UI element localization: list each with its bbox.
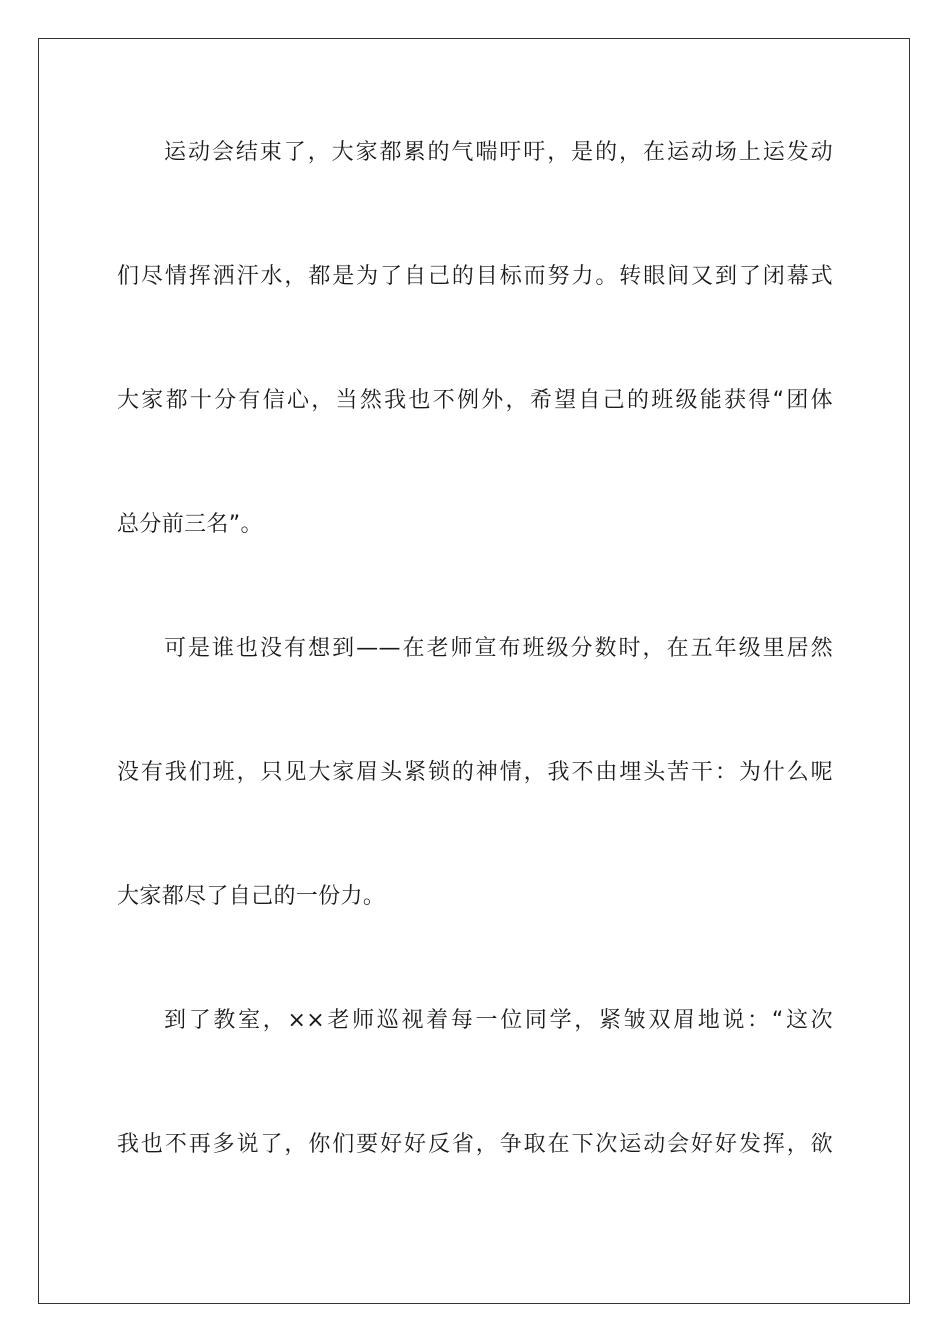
- text-line: 总分前三名”。: [117, 512, 263, 537]
- text-line: 到了教室，××老师巡视着每一位同学，紧皱双眉地说：“这次: [164, 1008, 833, 1033]
- text-line: 没有我们班，只见大家眉头紧锁的神情，我不由埋头苦干：为什么呢: [117, 760, 833, 785]
- text-line: 我也不再多说了，你们要好好反省，争取在下次运动会好好发挥，欲: [117, 1132, 833, 1157]
- text-line: 大家都尽了自己的一份力。: [117, 884, 386, 909]
- text-line: 可是谁也没有想到——在老师宣布班级分数时，在五年级里居然: [164, 636, 833, 661]
- page-border: [38, 38, 910, 1304]
- text-line: 们尽情挥洒汗水，都是为了自己的目标而努力。转眼间又到了闭幕式: [117, 264, 833, 289]
- text-line: 大家都十分有信心，当然我也不例外，希望自己的班级能获得“团体: [117, 388, 833, 413]
- text-line: 运动会结束了，大家都累的气喘吁吁，是的，在运动场上运发动: [164, 140, 833, 165]
